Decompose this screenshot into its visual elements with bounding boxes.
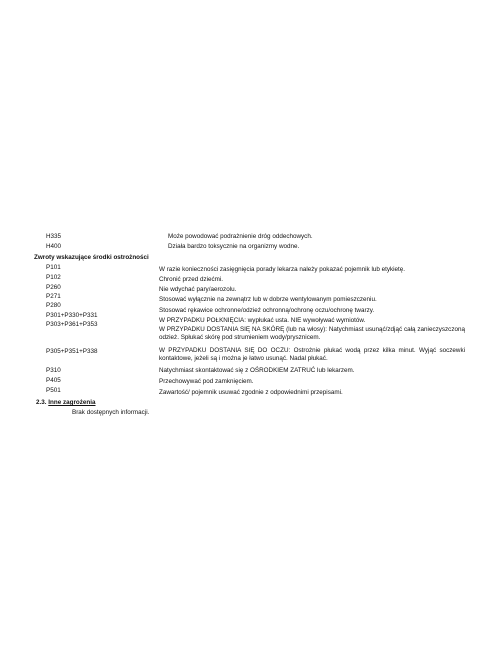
- precautionary-code: P102: [46, 274, 61, 281]
- hazard-text: Działa bardzo toksycznie na organizmy wodne.: [168, 243, 300, 250]
- precautionary-text: Stosować rękawice ochronne/odzież ochronną/ochronę oczu/ochronę twarzy.: [159, 307, 375, 314]
- precautionary-text: Stosować wyłącznie na zewnątrz lub w dobrze wentylowanym pomieszczeniu.: [159, 296, 377, 303]
- precautionary-text: Chronić przed dziećmi.: [159, 276, 224, 283]
- precautionary-text: Nie wdychać pary/aerozolu.: [159, 286, 237, 293]
- section-heading: [36, 399, 96, 407]
- precautionary-code: P303+P361+P353: [46, 321, 98, 328]
- precautionary-code: P271: [46, 293, 61, 300]
- precautionary-text: W PRZYPADKU DOSTANIA SIĘ DO OCZU: Ostrożnie płukać wodą przez kilka minut. Wyjąć soczewki kontaktowe, jeżeli są i można je łatwo usunąć. Nadal płukać.: [159, 347, 465, 362]
- precautionary-text: Natychmiast skontaktować się z OŚRODKIEM ZATRUĆ lub lekarzem.: [159, 367, 355, 374]
- precautionary-text: W PRZYPADKU DOSTANIA SIĘ NA SKÓRĘ (lub na włosy): Natychmiast usunąć/zdjąć całą zanieczyszczoną odzież. Spłukać skórę pod strumieniem wody/prysznicem.: [159, 326, 465, 341]
- precautionary-text: W PRZYPADKU POŁKNIĘCIA: wypłukać usta. NIE wywoływać wymiotów.: [159, 317, 366, 324]
- hazard-code: H400: [46, 243, 62, 250]
- precautionary-code: P301+P330+P331: [46, 312, 98, 319]
- section-number: 2.3.: [36, 399, 47, 406]
- precautionary-code: P310: [46, 367, 61, 374]
- hazard-code: H335: [46, 233, 62, 240]
- section-body: Brak dostępnych informacji.: [72, 409, 150, 416]
- precautionary-heading: Zwroty wskazujące środki ostrożności: [34, 254, 149, 261]
- precautionary-code: P260: [46, 284, 61, 291]
- precautionary-text: W razie konieczności zasięgnięcia porady lekarza należy pokazać pojemnik lub etykietę.: [159, 266, 406, 273]
- hazard-text: Może powodować podrażnienie dróg oddechowych.: [168, 233, 313, 240]
- precautionary-code: P305+P351+P338: [46, 348, 98, 355]
- precautionary-code: P405: [46, 377, 61, 384]
- precautionary-code: P501: [46, 387, 61, 394]
- precautionary-code: P280: [46, 302, 61, 309]
- precautionary-text: Zawartość/ pojemnik usuwać zgodnie z odpowiednimi przepisami.: [159, 389, 343, 396]
- precautionary-code: P101: [46, 264, 61, 271]
- section-title: Inne zagrożenia: [48, 399, 96, 406]
- precautionary-text: Przechowywać pod zamknięciem.: [159, 378, 254, 385]
